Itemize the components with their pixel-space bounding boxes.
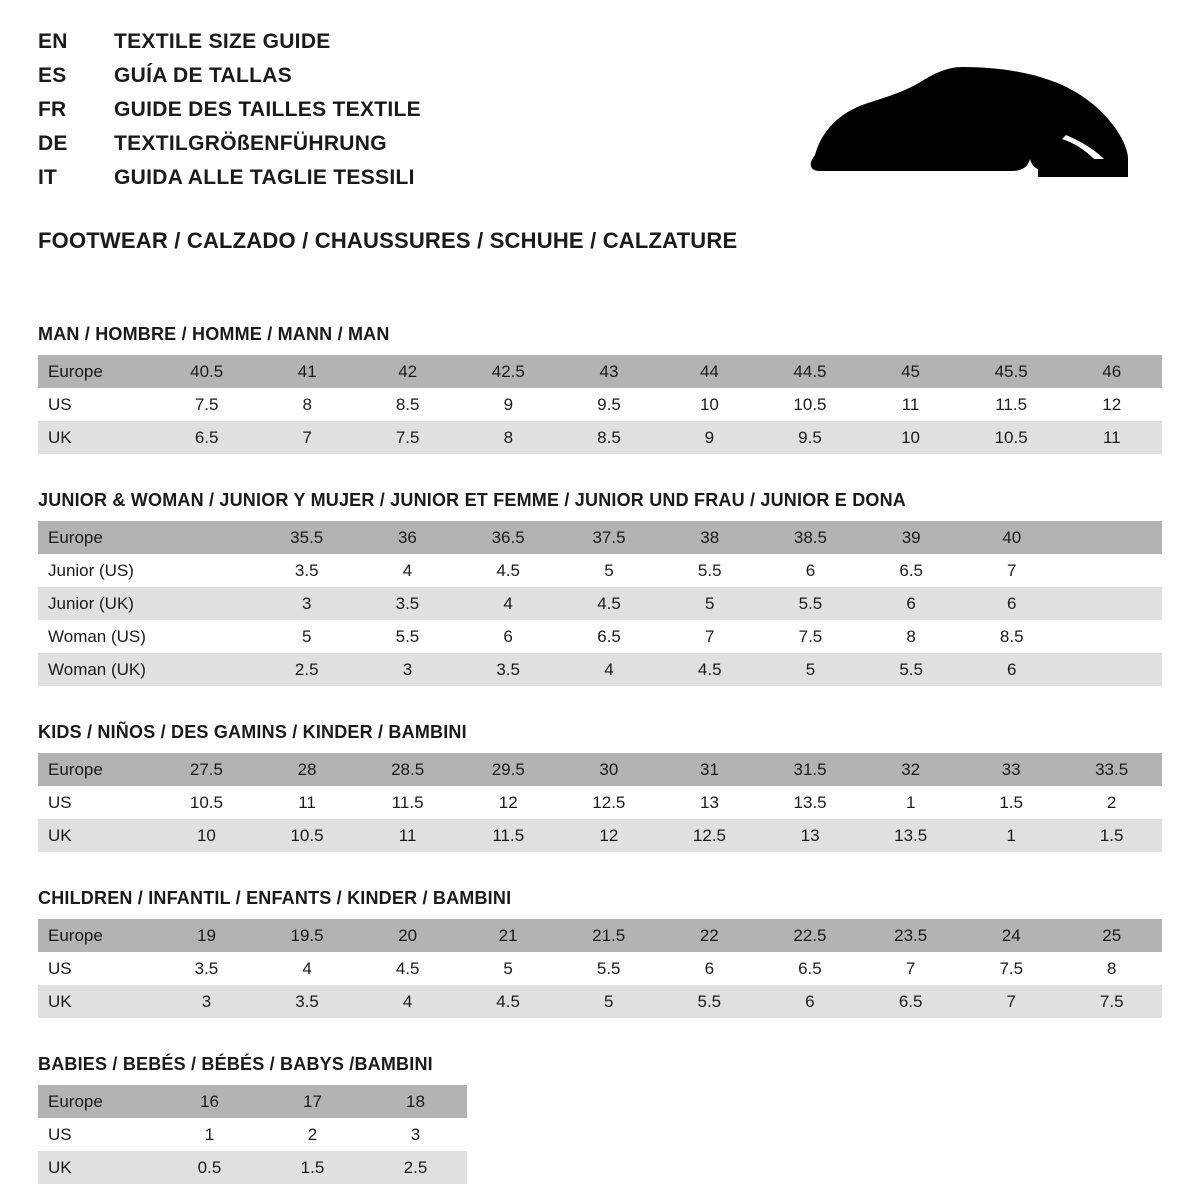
table-row xyxy=(38,653,1162,686)
cell: 10 xyxy=(156,819,257,852)
cell xyxy=(156,620,256,653)
cell: 5.5 xyxy=(760,587,861,620)
cell: 9.5 xyxy=(559,388,660,421)
cell: 4.5 xyxy=(357,952,457,985)
language-code: EN xyxy=(38,30,68,53)
table-row xyxy=(38,919,1162,952)
cell: 41 xyxy=(257,355,357,388)
cell: 42.5 xyxy=(458,355,559,388)
cell: 4 xyxy=(357,554,458,587)
cell: 1.5 xyxy=(261,1151,364,1184)
language-title: GUÍA DE TALLAS xyxy=(114,64,293,87)
cell: 8.5 xyxy=(961,620,1062,653)
cell: 11 xyxy=(257,786,358,819)
category-heading: FOOTWEAR / CALZADO / CHAUSSURES / SCHUHE / CALZATURE xyxy=(38,228,738,253)
page-header xyxy=(38,30,1162,202)
cell: 12 xyxy=(1062,388,1162,421)
cell: 4.5 xyxy=(458,985,558,1018)
size-table-man xyxy=(38,355,1162,454)
row-label: Europe xyxy=(38,521,156,554)
cell: 19.5 xyxy=(257,919,358,952)
cell xyxy=(156,554,256,587)
cell: 4 xyxy=(559,653,660,686)
table-row xyxy=(38,388,1162,421)
table-row xyxy=(38,620,1162,653)
cell: 33 xyxy=(961,753,1061,786)
section-children xyxy=(38,888,1162,1018)
cell: 7 xyxy=(961,554,1062,587)
cell: 40.5 xyxy=(156,355,257,388)
cell: 21.5 xyxy=(558,919,659,952)
row-label: UK xyxy=(38,985,156,1018)
cell: 30 xyxy=(559,753,660,786)
row-label: Junior (UK) xyxy=(38,587,156,620)
cell: 5 xyxy=(458,952,558,985)
cell xyxy=(1062,620,1162,653)
cell: 3.5 xyxy=(257,985,358,1018)
table-row xyxy=(38,1118,467,1151)
cell: 10.5 xyxy=(156,786,257,819)
table-row xyxy=(38,421,1162,454)
cell: 5.5 xyxy=(558,952,659,985)
table-row xyxy=(38,1151,467,1184)
cell: 31 xyxy=(659,753,760,786)
table-row xyxy=(38,819,1162,852)
cell: 7.5 xyxy=(156,388,257,421)
size-table-junior-woman xyxy=(38,521,1162,686)
cell: 37.5 xyxy=(559,521,660,554)
cell: 10.5 xyxy=(961,421,1062,454)
language-row xyxy=(38,98,421,132)
cell xyxy=(156,521,256,554)
language-title: TEXTILGRÖßENFÜHRUNG xyxy=(114,132,387,155)
cell: 35.5 xyxy=(256,521,357,554)
cell: 6 xyxy=(760,985,861,1018)
row-label: Europe xyxy=(38,919,156,952)
cell: 7.5 xyxy=(1061,985,1162,1018)
cell: 36.5 xyxy=(458,521,559,554)
row-label: US xyxy=(38,1118,158,1151)
cell: 7 xyxy=(659,620,760,653)
cell: 33.5 xyxy=(1061,753,1162,786)
cell: 6.5 xyxy=(156,421,257,454)
cell: 44.5 xyxy=(760,355,861,388)
section-title: JUNIOR & WOMAN / JUNIOR Y MUJER / JUNIOR ET FEMME / JUNIOR UND FRAU / JUNIOR E DONA xyxy=(38,490,907,510)
cell: 28.5 xyxy=(357,753,458,786)
cell: 6 xyxy=(458,620,559,653)
row-label: US xyxy=(38,952,156,985)
cell: 9 xyxy=(458,388,559,421)
dress-shoe-icon xyxy=(770,52,1140,202)
language-row xyxy=(38,64,421,98)
language-title: TEXTILE SIZE GUIDE xyxy=(114,30,331,53)
cell: 1.5 xyxy=(961,786,1061,819)
cell xyxy=(156,587,256,620)
cell: 6.5 xyxy=(760,952,861,985)
language-title: GUIDA ALLE TAGLIE TESSILI xyxy=(114,166,415,189)
cell: 32 xyxy=(860,753,961,786)
cell: 5 xyxy=(558,985,659,1018)
cell: 45.5 xyxy=(961,355,1062,388)
cell: 43 xyxy=(559,355,660,388)
cell: 11 xyxy=(860,388,960,421)
cell: 17 xyxy=(261,1085,364,1118)
row-label: Woman (US) xyxy=(38,620,156,653)
table-row xyxy=(38,753,1162,786)
row-label: UK xyxy=(38,421,156,454)
section-title: BABIES / BEBÉS / BÉBÉS / BABYS /BAMBINI xyxy=(38,1054,433,1074)
cell: 19 xyxy=(156,919,256,952)
cell: 4 xyxy=(357,985,457,1018)
cell: 0.5 xyxy=(158,1151,261,1184)
cell: 2.5 xyxy=(364,1151,467,1184)
cell: 1.5 xyxy=(1061,819,1162,852)
cell: 40 xyxy=(961,521,1062,554)
cell: 21 xyxy=(458,919,558,952)
cell: 10 xyxy=(860,421,960,454)
cell: 3 xyxy=(357,653,458,686)
cell: 7.5 xyxy=(760,620,861,653)
cell: 12 xyxy=(458,786,559,819)
cell: 5.5 xyxy=(357,620,458,653)
table-row xyxy=(38,554,1162,587)
language-row xyxy=(38,30,421,64)
table-row xyxy=(38,355,1162,388)
language-row xyxy=(38,166,421,200)
cell: 18 xyxy=(364,1085,467,1118)
cell: 42 xyxy=(357,355,458,388)
cell xyxy=(1062,554,1162,587)
cell: 3.5 xyxy=(357,587,458,620)
section-title: KIDS / NIÑOS / DES GAMINS / KINDER / BAMBINI xyxy=(38,722,467,742)
cell: 8 xyxy=(257,388,357,421)
cell: 11 xyxy=(357,819,458,852)
cell: 3 xyxy=(256,587,357,620)
cell: 12.5 xyxy=(659,819,760,852)
cell: 7 xyxy=(860,952,961,985)
language-code: FR xyxy=(38,98,67,121)
row-label: Europe xyxy=(38,753,156,786)
cell: 27.5 xyxy=(156,753,257,786)
table-row xyxy=(38,952,1162,985)
cell: 6 xyxy=(659,952,759,985)
cell: 2 xyxy=(1061,786,1162,819)
cell: 11 xyxy=(1062,421,1162,454)
cell: 7 xyxy=(961,985,1061,1018)
cell: 8 xyxy=(1061,952,1162,985)
cell: 11.5 xyxy=(961,388,1062,421)
cell: 29.5 xyxy=(458,753,559,786)
cell: 4.5 xyxy=(458,554,559,587)
table-row xyxy=(38,1085,467,1118)
cell: 8.5 xyxy=(357,388,458,421)
cell: 5 xyxy=(256,620,357,653)
cell: 10.5 xyxy=(760,388,861,421)
cell: 4 xyxy=(257,952,358,985)
cell: 5 xyxy=(559,554,660,587)
cell: 1 xyxy=(158,1118,261,1151)
cell: 2.5 xyxy=(256,653,357,686)
cell: 11.5 xyxy=(357,786,458,819)
cell: 10.5 xyxy=(257,819,358,852)
cell xyxy=(1062,521,1162,554)
cell: 11.5 xyxy=(458,819,559,852)
size-table-kids xyxy=(38,753,1162,852)
section-junior-woman xyxy=(38,490,1162,686)
cell: 7 xyxy=(257,421,357,454)
cell: 13.5 xyxy=(760,786,861,819)
row-label: US xyxy=(38,786,156,819)
cell: 44 xyxy=(659,355,759,388)
cell: 16 xyxy=(158,1085,261,1118)
table-row xyxy=(38,521,1162,554)
cell: 31.5 xyxy=(760,753,861,786)
cell: 5.5 xyxy=(659,554,760,587)
cell: 9 xyxy=(659,421,759,454)
cell: 9.5 xyxy=(760,421,861,454)
cell: 7.5 xyxy=(961,952,1061,985)
cell: 13.5 xyxy=(860,819,961,852)
cell: 8 xyxy=(458,421,559,454)
cell: 5.5 xyxy=(861,653,962,686)
row-label: UK xyxy=(38,819,156,852)
cell: 3 xyxy=(364,1118,467,1151)
size-table-babies xyxy=(38,1085,467,1184)
cell: 4.5 xyxy=(559,587,660,620)
cell: 5 xyxy=(659,587,760,620)
cell: 23.5 xyxy=(860,919,961,952)
section-title: MAN / HOMBRE / HOMME / MANN / MAN xyxy=(38,324,390,344)
cell: 24 xyxy=(961,919,1061,952)
row-label: US xyxy=(38,388,156,421)
row-label: Europe xyxy=(38,1085,158,1118)
cell: 36 xyxy=(357,521,458,554)
language-code: IT xyxy=(38,166,58,189)
cell: 12.5 xyxy=(559,786,660,819)
cell: 5.5 xyxy=(659,985,759,1018)
cell: 6 xyxy=(861,587,962,620)
section-man xyxy=(38,324,1162,454)
cell: 6.5 xyxy=(860,985,961,1018)
section-kids xyxy=(38,722,1162,852)
cell: 46 xyxy=(1062,355,1162,388)
language-code: ES xyxy=(38,64,67,87)
cell: 3.5 xyxy=(156,952,256,985)
cell: 39 xyxy=(861,521,962,554)
row-label: Junior (US) xyxy=(38,554,156,587)
cell: 3.5 xyxy=(256,554,357,587)
table-row xyxy=(38,786,1162,819)
cell: 2 xyxy=(261,1118,364,1151)
cell: 45 xyxy=(860,355,960,388)
cell: 10 xyxy=(659,388,759,421)
cell xyxy=(1062,653,1162,686)
language-row xyxy=(38,132,421,166)
cell: 6.5 xyxy=(861,554,962,587)
language-code: DE xyxy=(38,132,68,155)
cell: 25 xyxy=(1061,919,1162,952)
cell: 4.5 xyxy=(659,653,760,686)
language-title: GUIDE DES TAILLES TEXTILE xyxy=(114,98,421,121)
cell xyxy=(1062,587,1162,620)
cell: 6 xyxy=(760,554,861,587)
cell: 1 xyxy=(961,819,1061,852)
cell: 5 xyxy=(760,653,861,686)
cell: 7.5 xyxy=(357,421,458,454)
table-row xyxy=(38,985,1162,1018)
cell: 8.5 xyxy=(559,421,660,454)
cell: 22 xyxy=(659,919,759,952)
cell: 6.5 xyxy=(559,620,660,653)
cell: 12 xyxy=(559,819,660,852)
cell xyxy=(156,653,256,686)
language-title-list xyxy=(38,30,421,200)
cell: 3.5 xyxy=(458,653,559,686)
cell: 22.5 xyxy=(760,919,861,952)
cell: 13 xyxy=(760,819,861,852)
cell: 1 xyxy=(860,786,961,819)
cell: 13 xyxy=(659,786,760,819)
cell: 6 xyxy=(961,587,1062,620)
row-label: Europe xyxy=(38,355,156,388)
table-row xyxy=(38,587,1162,620)
section-babies xyxy=(38,1054,1162,1184)
cell: 6 xyxy=(961,653,1062,686)
cell: 8 xyxy=(861,620,962,653)
row-label: Woman (UK) xyxy=(38,653,156,686)
cell: 38.5 xyxy=(760,521,861,554)
row-label: UK xyxy=(38,1151,158,1184)
cell: 3 xyxy=(156,985,256,1018)
cell: 4 xyxy=(458,587,559,620)
cell: 20 xyxy=(357,919,457,952)
size-table-children xyxy=(38,919,1162,1018)
cell: 28 xyxy=(257,753,358,786)
cell: 38 xyxy=(659,521,760,554)
section-title: CHILDREN / INFANTIL / ENFANTS / KINDER / BAMBINI xyxy=(38,888,512,908)
